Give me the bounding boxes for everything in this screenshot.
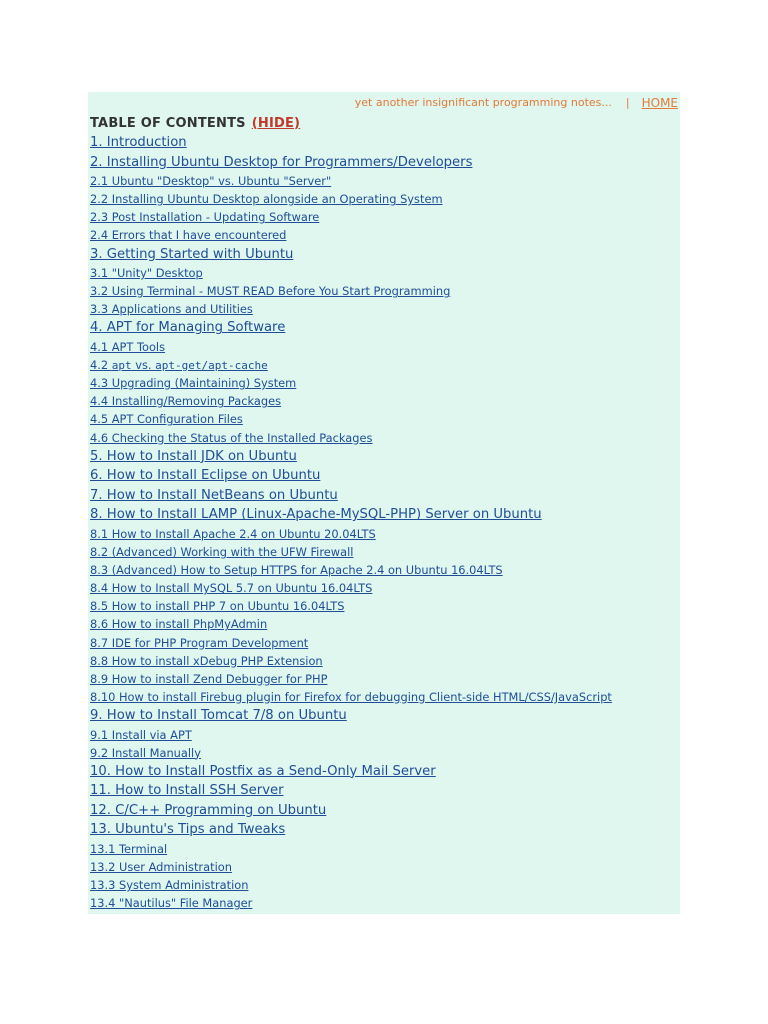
toc-item (90, 486, 678, 506)
toc-link[interactable]: 13.1 Terminal (90, 842, 168, 857)
toc-item (90, 820, 678, 840)
toc-link[interactable]: 13. Ubuntu's Tips and Tweaks (90, 822, 286, 838)
top-bar (90, 92, 678, 113)
toc-item (90, 525, 678, 543)
toc-item (90, 762, 678, 782)
toc-item (90, 840, 678, 858)
toc-item (90, 338, 678, 356)
toc-item (90, 264, 678, 282)
toc-header (90, 113, 678, 133)
toc-item (90, 226, 678, 244)
hide-toc-link[interactable]: (HIDE) (251, 115, 301, 131)
toc-item (90, 374, 678, 392)
toc-item (90, 615, 678, 633)
home-link[interactable]: HOME (641, 95, 678, 110)
toc-item (90, 543, 678, 561)
toc-link[interactable]: 4.6 Checking the Status of the Installed Packages (90, 430, 373, 445)
toc-item (90, 781, 678, 801)
toc-item (90, 245, 678, 265)
toc-link[interactable]: 4.3 Upgrading (Maintaining) System (90, 376, 297, 391)
toc-item (90, 190, 678, 208)
toc-item (90, 579, 678, 597)
toc-link[interactable]: 3.3 Applications and Utilities (90, 302, 253, 317)
toc-link[interactable]: 4. APT for Managing Software (90, 320, 286, 336)
toc-link[interactable]: 9.2 Install Manually (90, 745, 201, 760)
toc-link[interactable]: 9.1 Install via APT (90, 727, 192, 742)
toc-item (90, 208, 678, 226)
toc-link[interactable]: 2.2 Installing Ubuntu Desktop alongside an Operating System (90, 192, 443, 207)
toc-link[interactable]: 8.7 IDE for PHP Program Development (90, 635, 309, 650)
toc-link[interactable]: 13.2 User Administration (90, 860, 232, 875)
toc-link[interactable]: 2.1 Ubuntu "Desktop" vs. Ubuntu "Server" (90, 174, 332, 189)
toc-link[interactable] (90, 358, 268, 372)
toc-item (90, 356, 678, 374)
toc-link[interactable]: 3.1 "Unity" Desktop (90, 266, 203, 281)
toc-item (90, 858, 678, 876)
toc-item (90, 744, 678, 762)
toc-link[interactable]: 3. Getting Started with Ubuntu (90, 246, 294, 262)
toc-item (90, 726, 678, 744)
toc-item (90, 133, 678, 153)
toc-link[interactable]: 8.5 How to install PHP 7 on Ubuntu 16.04LTS (90, 599, 345, 614)
toc-link[interactable]: 8.3 (Advanced) How to Setup HTTPS for Apache 2.4 on Ubuntu 16.04LTS (90, 563, 503, 578)
toc-link[interactable]: 6. How to Install Eclipse on Ubuntu (90, 468, 321, 484)
toc-link[interactable]: 2. Installing Ubuntu Desktop for Programmers/Developers (90, 154, 473, 170)
toc-list (90, 133, 678, 912)
toc-item (90, 801, 678, 821)
toc-item (90, 429, 678, 447)
toc-item (90, 876, 678, 894)
toc-link[interactable]: 2.4 Errors that I have encountered (90, 228, 287, 243)
toc-item (90, 447, 678, 467)
toc-link-code: apt (111, 359, 132, 373)
toc-item (90, 153, 678, 173)
toc-item (90, 670, 678, 688)
toc-link[interactable]: 13.4 "Nautilus" File Manager (90, 896, 253, 911)
toc-link[interactable]: 9. How to Install Tomcat 7/8 on Ubuntu (90, 707, 347, 723)
toc-item (90, 634, 678, 652)
toc-title: TABLE OF CONTENTS (90, 115, 246, 131)
toc-link-text: vs. (131, 358, 156, 373)
toc-link[interactable]: 8.2 (Advanced) Working with the UFW Firewall (90, 545, 354, 560)
toc-item (90, 318, 678, 338)
toc-link-code: apt-get/apt-cache (155, 359, 268, 373)
toc-link[interactable]: 3.2 Using Terminal - MUST READ Before You Start Programming (90, 284, 451, 299)
separator: | (625, 96, 630, 109)
toc-item (90, 688, 678, 706)
toc-link[interactable]: 8.9 How to install Zend Debugger for PHP (90, 671, 328, 686)
toc-link[interactable]: 11. How to Install SSH Server (90, 783, 284, 799)
toc-link[interactable]: 8.1 How to Install Apache 2.4 on Ubuntu 20.04LTS (90, 526, 376, 541)
toc-item (90, 706, 678, 726)
toc-item (90, 300, 678, 318)
toc-link[interactable]: 13.3 System Administration (90, 878, 249, 893)
toc-panel (88, 92, 680, 914)
toc-link[interactable]: 8.6 How to install PhpMyAdmin (90, 617, 268, 632)
toc-item (90, 466, 678, 486)
toc-item (90, 597, 678, 615)
toc-link[interactable]: 7. How to Install NetBeans on Ubuntu (90, 487, 338, 503)
toc-link[interactable]: 12. C/C++ Programming on Ubuntu (90, 802, 327, 818)
toc-link[interactable]: 4.5 APT Configuration Files (90, 412, 243, 427)
toc-link[interactable]: 8.10 How to install Firebug plugin for Firefox for debugging Client-side HTML/CSS/JavaScript (90, 689, 612, 704)
toc-link[interactable]: 4.4 Installing/Removing Packages (90, 394, 282, 409)
toc-link[interactable]: 8. How to Install LAMP (Linux-Apache-MySQL-PHP) Server on Ubuntu (90, 507, 542, 523)
site-tagline: yet another insignificant programming notes... (354, 96, 612, 109)
toc-item (90, 894, 678, 912)
toc-link[interactable]: 8.4 How to Install MySQL 5.7 on Ubuntu 16.04LTS (90, 581, 373, 596)
toc-item (90, 172, 678, 190)
toc-item (90, 392, 678, 410)
toc-link[interactable]: 8.8 How to install xDebug PHP Extension (90, 653, 323, 668)
toc-item (90, 282, 678, 300)
toc-link[interactable]: 4.1 APT Tools (90, 340, 166, 355)
toc-link[interactable]: 5. How to Install JDK on Ubuntu (90, 448, 297, 464)
toc-link-text: 4.2 (90, 358, 112, 373)
toc-link[interactable]: 2.3 Post Installation - Updating Software (90, 210, 320, 225)
toc-item (90, 652, 678, 670)
toc-link[interactable]: 10. How to Install Postfix as a Send-Only Mail Server (90, 763, 436, 779)
toc-item (90, 410, 678, 428)
toc-link[interactable]: 1. Introduction (90, 135, 187, 150)
toc-item (90, 561, 678, 579)
toc-item (90, 505, 678, 525)
